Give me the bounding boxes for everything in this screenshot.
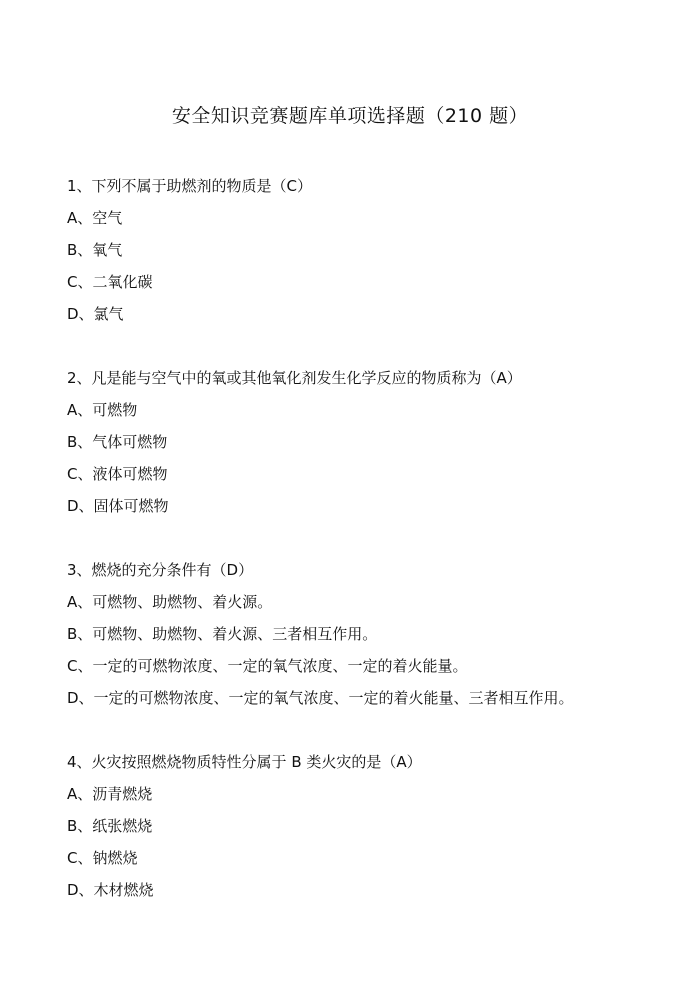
option-c: C、钠燃烧: [67, 849, 138, 867]
question-3: [67, 560, 687, 720]
question-stem: 2、凡是能与空气中的氧或其他氧化剂发生化学反应的物质称为（A）: [67, 369, 522, 387]
option-a: A、空气: [67, 209, 123, 227]
question-stem: 1、下列不属于助燃剂的物质是（C）: [67, 177, 313, 195]
question-stem: 4、火灾按照燃烧物质特性分属于 B 类火灾的是（A）: [67, 753, 422, 771]
option-b: B、纸张燃烧: [67, 817, 153, 835]
option-b: B、气体可燃物: [67, 433, 168, 451]
option-d: D、氯气: [67, 305, 124, 323]
question-2: [67, 368, 687, 528]
option-b: B、氧气: [67, 241, 123, 259]
question-1: [67, 176, 687, 336]
option-b: B、可燃物、助燃物、着火源、三者相互作用。: [67, 625, 378, 643]
option-a: A、可燃物: [67, 401, 138, 419]
option-c: C、液体可燃物: [67, 465, 168, 483]
option-a: A、沥青燃烧: [67, 785, 153, 803]
option-d: D、固体可燃物: [67, 497, 169, 515]
option-a: A、可燃物、助燃物、着火源。: [67, 593, 273, 611]
question-stem: 3、燃烧的充分条件有（D）: [67, 561, 254, 579]
option-c: C、一定的可燃物浓度、一定的氧气浓度、一定的着火能量。: [67, 657, 468, 675]
option-c: C、二氧化碳: [67, 273, 153, 291]
option-d: D、一定的可燃物浓度、一定的氧气浓度、一定的着火能量、三者相互作用。: [67, 689, 574, 707]
question-4: [67, 752, 687, 912]
option-d: D、木材燃烧: [67, 881, 154, 899]
page-title: 安全知识竞赛题库单项选择题（210 题）: [171, 105, 529, 127]
